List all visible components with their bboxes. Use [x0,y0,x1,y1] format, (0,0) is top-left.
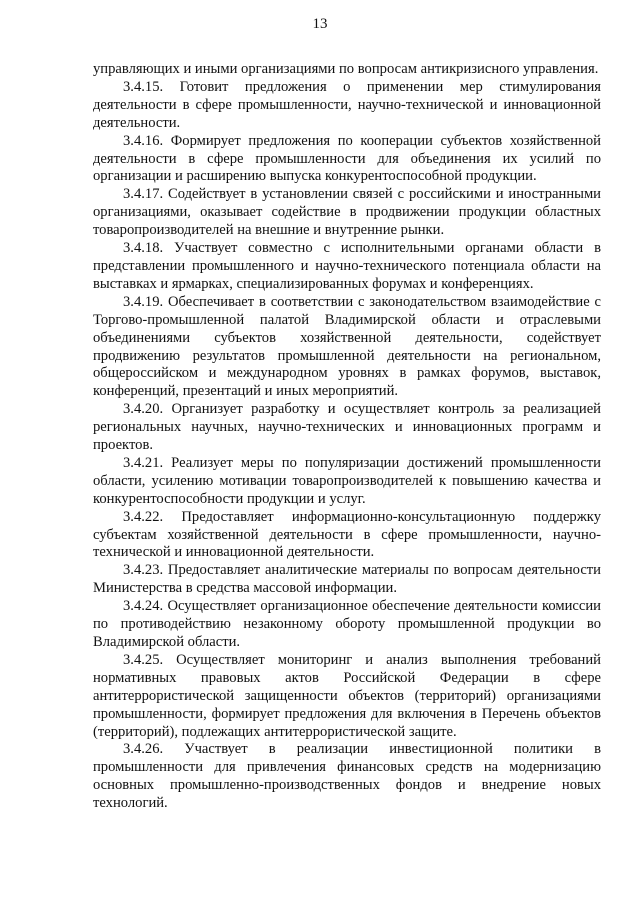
paragraph-3-4-15: 3.4.15. Готовит предложения о применении мер стимулирования деятельности в сфере промышленности, научно-технической и инновационной деятельности. [93,78,601,131]
paragraph-3-4-24: 3.4.24. Осуществляет организационное обеспечение деятельности комиссии по противодействию незаконному обороту промышленной продукции во Владимирской области. [93,598,601,650]
page-number: 13 [312,16,328,32]
paragraph-3-4-18: 3.4.18. Участвует совместно с исполнительными органами области в представлении промышленного и научно-технического потенциала области на выставках и ярмарках, специализированных форумах и конференциях. [93,240,601,292]
paragraph-continuation: управляющих и иными организациями по вопросам антикризисного управления. [93,61,599,77]
paragraph-3-4-20: 3.4.20. Организует разработку и осуществляет контроль за реализацией региональных научных, научно-технических и инновационных программ и проектов. [93,401,601,454]
document-body [93,61,601,813]
paragraph-3-4-17: 3.4.17. Содействует в установлении связей с российскими и иностранными организациями, оказывает содействие в продвижении продукции областных товаропроизводителей на внешние и внутренние рынки. [93,186,601,239]
paragraph-3-4-21: 3.4.21. Реализует меры по популяризации достижений промышленности области, усилению мотивации товаропроизводителей к повышению качества и конкурентоспособности продукции и услуг. [93,454,601,507]
paragraph-3-4-16: 3.4.16. Формирует предложения по кооперации субъектов хозяйственной деятельности в сфере промышленности для объединения их усилий по организации и расширению выпуска конкурентоспособной продукции. [93,132,601,185]
paragraph-3-4-23: 3.4.23. Предоставляет аналитические материалы по вопросам деятельности Министерства в средства массовой информации. [93,562,601,597]
paragraph-3-4-25: 3.4.25. Осуществляет мониторинг и анализ выполнения требований нормативных правовых актов Российской Федерации в сфере антитеррористической защищенности объектов (территорий) организациями промышленности, формирует предложения для включения в Перечень объектов (территорий), подлежащих антитеррористической защите. [93,651,601,740]
paragraph-3-4-26: 3.4.26. Участвует в реализации инвестиционной политики в промышленности для привлечения финансовых средств на модернизацию основных промышленно-производственных фондов и внедрение новых технологий. [93,741,601,812]
paragraph-3-4-19: 3.4.19. Обеспечивает в соответствии с законодательством взаимодействие с Торгово-промышленной палатой Владимирской области и отраслевыми объединениями субъектов хозяйственной деятельности, содействует продвижению результатов промышленной деятельности на региональном, общероссийском и международном уровнях в рамках форумов, выставок, конференций, презентаций и иных мероприятий. [93,293,601,400]
paragraph-3-4-22: 3.4.22. Предоставляет информационно-консультационную поддержку субъектам хозяйственной деятельности в сфере промышленности, научно-технической и инновационной деятельности. [93,508,601,561]
